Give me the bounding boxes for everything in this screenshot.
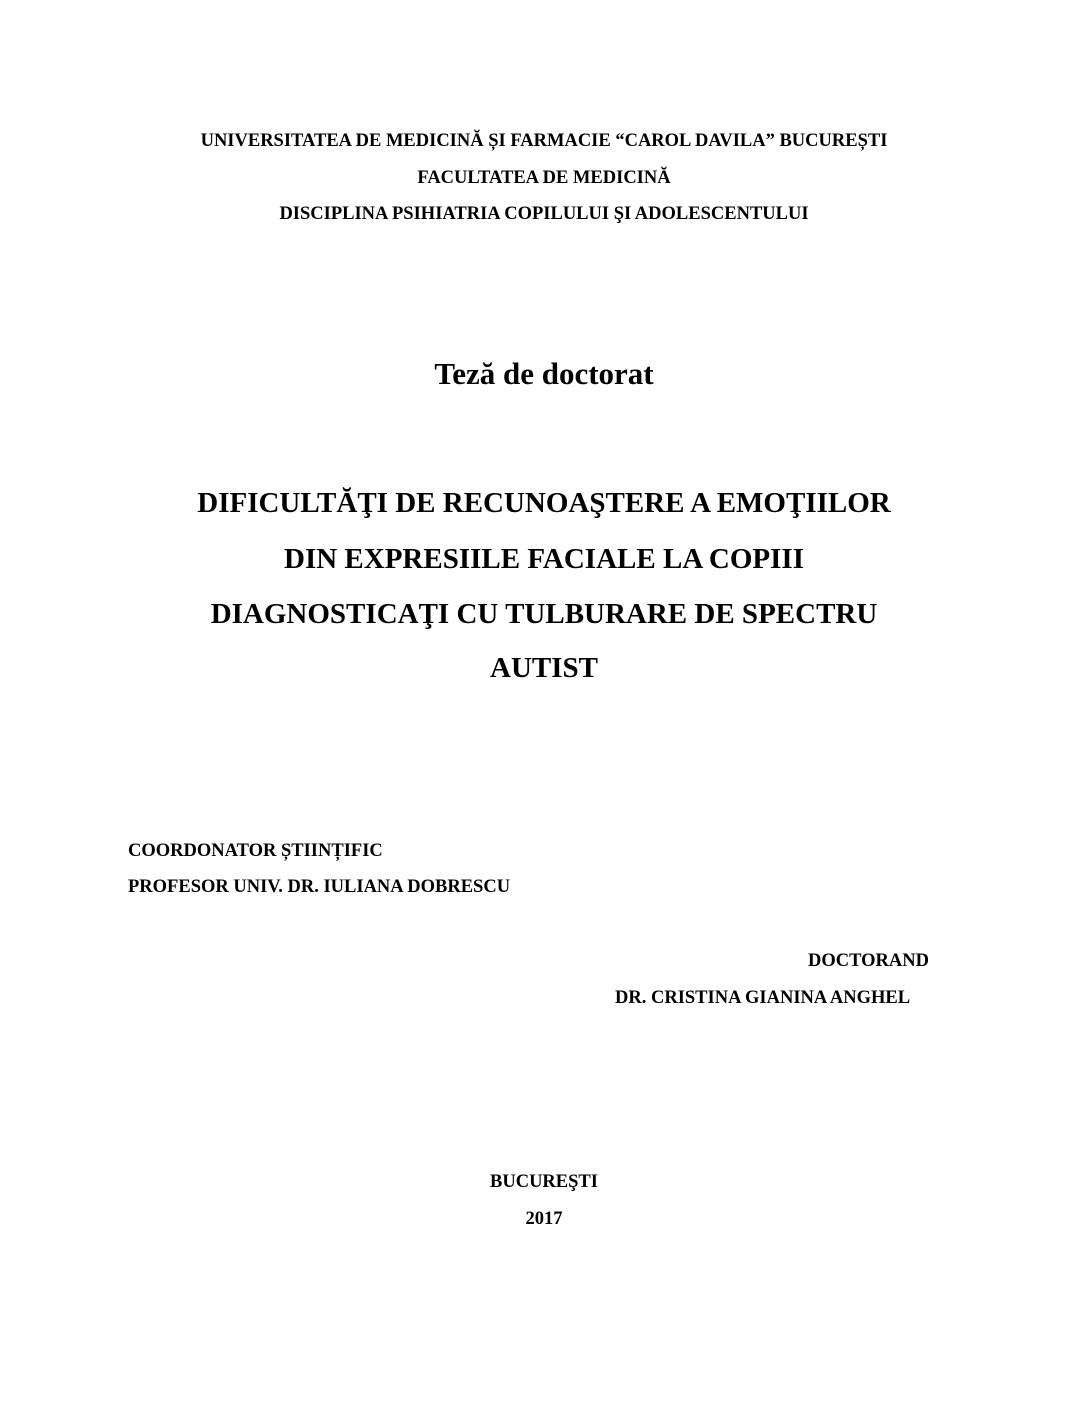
university-name: UNIVERSITATEA DE MEDICINĂ ȘI FARMACIE “CAROL DAVILA” BUCUREȘTI xyxy=(200,131,888,151)
thesis-title-line-3: DIAGNOSTICAŢI CU TULBURARE DE SPECTRU xyxy=(210,598,878,630)
thesis-title-line-2: DIN EXPRESIILE FACIALE LA COPIII xyxy=(284,543,804,575)
year: 2017 xyxy=(525,1209,563,1229)
discipline-name: DISCIPLINA PSIHIATRIA COPILULUI ŞI ADOLESCENTULUI xyxy=(279,204,809,224)
coordinator-label: COORDONATOR ȘTIINȚIFIC xyxy=(128,841,383,861)
candidate-name: DR. CRISTINA GIANINA ANGHEL xyxy=(615,988,911,1008)
document-type-heading: Teză de doctorat xyxy=(434,356,654,391)
coordinator-name: PROFESOR UNIV. DR. IULIANA DOBRESCU xyxy=(128,877,511,897)
city-name: BUCUREŞTI xyxy=(490,1172,598,1192)
thesis-title-line-4: AUTIST xyxy=(490,652,598,684)
faculty-name: FACULTATEA DE MEDICINĂ xyxy=(417,168,671,188)
candidate-label: DOCTORAND xyxy=(808,951,929,971)
thesis-title-line-1: DIFICULTĂŢI DE RECUNOAŞTERE A EMOŢIILOR xyxy=(197,487,891,519)
